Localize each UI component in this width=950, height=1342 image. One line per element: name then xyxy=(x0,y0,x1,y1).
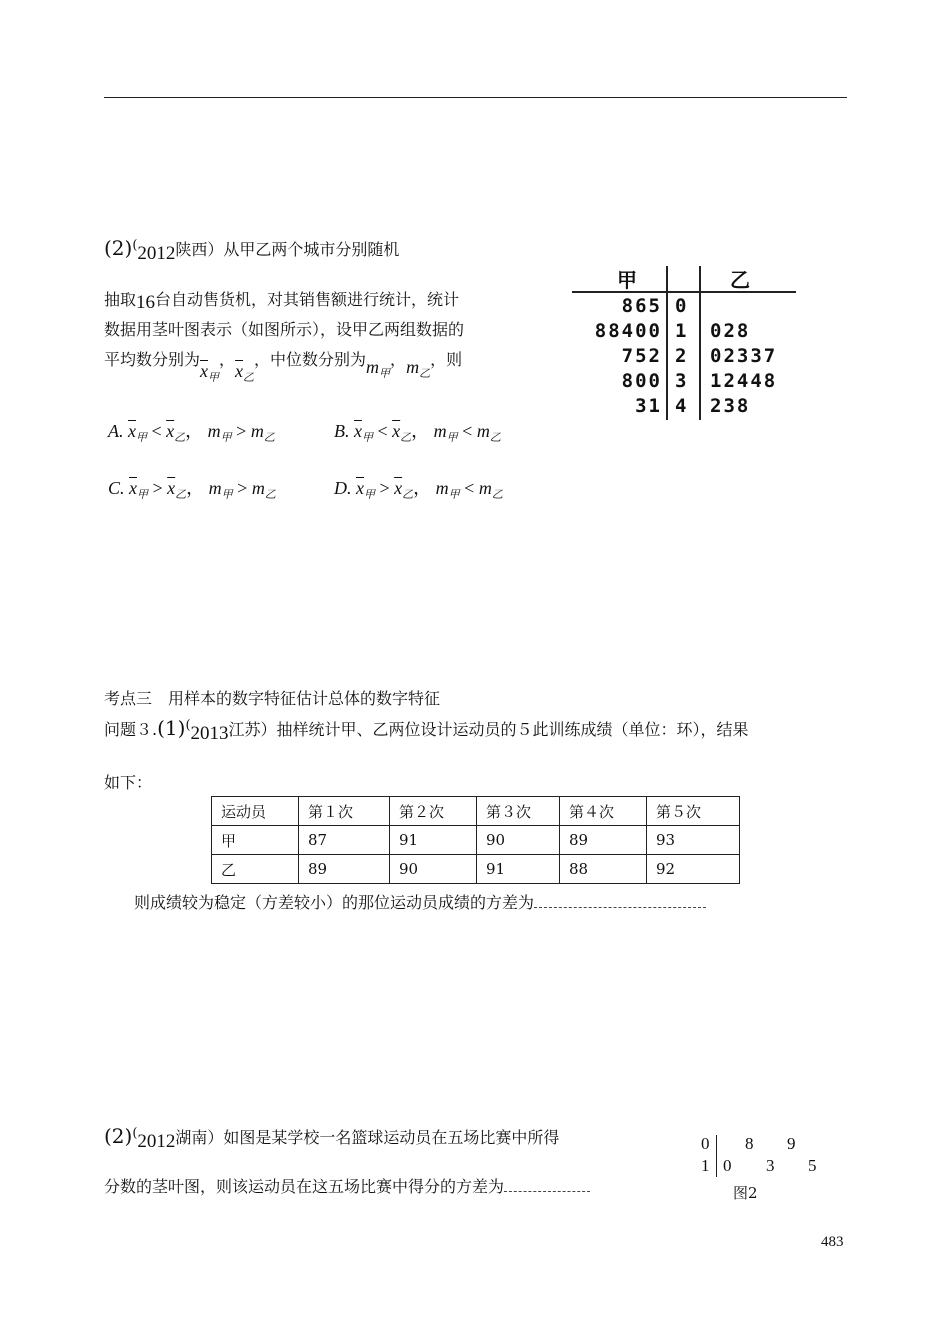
stem-leaf-right-2: 02337 xyxy=(710,345,778,367)
table-header-row xyxy=(212,797,740,826)
table-cell: 91 xyxy=(390,826,477,855)
table-row xyxy=(212,855,740,884)
header-rule xyxy=(104,97,847,98)
problem-2a-line1: (2)(2012陕西）从甲乙两个城市分别随机 xyxy=(104,236,400,264)
problem-2b-line2: 分数的茎叶图，则该运动员在这五场比赛中得分的方差为 xyxy=(104,1174,590,1197)
table-header-cell: 运动员 xyxy=(212,797,299,826)
table-cell: 89 xyxy=(560,826,647,855)
stem-leaf-vline-right xyxy=(699,266,701,420)
option-c[interactable]: C. $\overline{x}_甲 > \overline{x}_乙$， $m_甲 > m_乙$ xyxy=(108,478,276,501)
table-cell: 乙 xyxy=(212,855,299,884)
leaf-2-1-2: 5 xyxy=(808,1156,818,1175)
stem-leaf-right-4: 238 xyxy=(710,395,751,417)
section-title: 考点三 用样本的数字特征估计总体的数字特征 xyxy=(104,689,441,708)
stem-leaf-right-1: 028 xyxy=(710,320,751,342)
table-cell: 88 xyxy=(560,855,647,884)
question-3-line2: 如下： xyxy=(104,773,153,792)
stem-2-0: 0 xyxy=(701,1134,711,1153)
scores-table xyxy=(211,796,740,884)
table-cell: 甲 xyxy=(212,826,299,855)
option-a[interactable]: A. $\overline{x}_甲 < \overline{x}_乙$， $m_甲 > m_乙$ xyxy=(108,421,275,444)
problem-2b-line1: (2)(2012湖南）如图是某学校一名篮球运动员在五场比赛中所得 xyxy=(104,1124,560,1152)
table-cell: 89 xyxy=(299,855,390,884)
question-3-line1: 问题３.(1)(2013江苏）抽样统计甲、乙两位设计运动员的５此训练成绩（单位：环），结果 xyxy=(104,716,749,744)
stem-leaf-left-4: 31 xyxy=(635,395,662,417)
stem-leaf-vline-left xyxy=(666,266,668,420)
stem-leaf-header-left: 甲 xyxy=(617,268,637,292)
table-cell: 91 xyxy=(477,855,560,884)
stem-leaf-stem-4: 4 xyxy=(675,395,689,417)
stem-leaf-left-2: 752 xyxy=(621,345,662,367)
stem-leaf-stem-0: 0 xyxy=(675,295,689,317)
table-cell: 90 xyxy=(390,855,477,884)
stem-leaf-stem-3: 3 xyxy=(675,370,689,392)
table-header-cell: 第２次 xyxy=(390,797,477,826)
problem-2a-line2: 抽取16台自动售货机，对其销售额进行统计，统计 xyxy=(104,290,460,313)
stem-leaf-2-vline xyxy=(716,1135,717,1177)
figure-2-caption: 图2 xyxy=(733,1184,758,1202)
page-number: 483 xyxy=(821,1234,844,1250)
stem-leaf-stem-1: 1 xyxy=(675,320,689,342)
table-header-cell: 第１次 xyxy=(299,797,390,826)
stem-leaf-right-3: 12448 xyxy=(710,370,778,392)
stem-leaf-hline xyxy=(572,291,796,293)
table-cell: 90 xyxy=(477,826,560,855)
variance-answer-line: 则成绩较为稳定（方差较小）的那位运动员成绩的方差为 xyxy=(134,890,706,913)
option-d[interactable]: D. $\overline{x}_甲 > \overline{x}_乙$， $m_甲 < m_乙$ xyxy=(334,478,503,501)
answer-blank[interactable] xyxy=(504,1177,590,1192)
leaf-2-0-0: 8 xyxy=(745,1134,755,1153)
table-row xyxy=(212,826,740,855)
answer-blank[interactable] xyxy=(534,893,706,908)
problem-2a-line4: 平均数分别为$\overline{x}_甲$，$\overline{x}_乙$，中位数分别为$m_甲$，$m_乙$，则 xyxy=(104,350,463,384)
leaf-2-0-1: 9 xyxy=(787,1134,797,1153)
leaf-2-1-0: 0 xyxy=(723,1156,733,1175)
option-b[interactable]: B. $\overline{x}_甲 < \overline{x}_乙$， $m_甲 < m_乙$ xyxy=(334,421,501,444)
table-header-cell: 第５次 xyxy=(647,797,740,826)
table-cell: 93 xyxy=(647,826,740,855)
stem-leaf-header-right: 乙 xyxy=(730,268,750,292)
stem-leaf-stem-2: 2 xyxy=(675,345,689,367)
stem-leaf-left-1: 88400 xyxy=(594,320,662,342)
table-header-cell: 第３次 xyxy=(477,797,560,826)
leaf-2-1-1: 3 xyxy=(766,1156,776,1175)
problem-2a-line3: 数据用茎叶图表示（如图所示），设甲乙两组数据的 xyxy=(104,320,465,339)
stem-leaf-left-0: 865 xyxy=(621,295,662,317)
stem-2-1: 1 xyxy=(701,1156,711,1175)
table-header-cell: 第４次 xyxy=(560,797,647,826)
table-cell: 87 xyxy=(299,826,390,855)
stem-leaf-left-3: 800 xyxy=(621,370,662,392)
table-cell: 92 xyxy=(647,855,740,884)
